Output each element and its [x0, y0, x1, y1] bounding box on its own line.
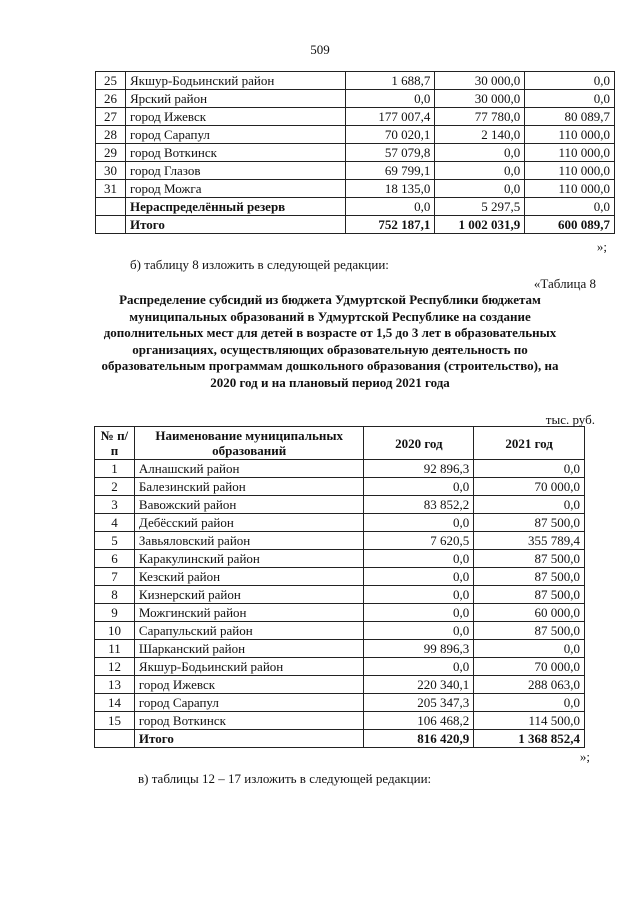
- row-value-2021: 70 000,0: [474, 658, 585, 676]
- row-value-2021: 87 500,0: [474, 550, 585, 568]
- row-number: 15: [95, 712, 135, 730]
- row-number: 11: [95, 640, 135, 658]
- row-value-2021: 0,0: [474, 460, 585, 478]
- row-value-2021: 0,0: [474, 496, 585, 514]
- table-row: [95, 550, 585, 568]
- total-row: [96, 216, 615, 234]
- table-row: [95, 460, 585, 478]
- row-number: 3: [95, 496, 135, 514]
- header-2020: 2020 год: [364, 427, 474, 460]
- total-label: Итого: [134, 730, 364, 748]
- row-name: Каракулинский район: [134, 550, 364, 568]
- row-name: Кезский район: [134, 568, 364, 586]
- table-8: [94, 426, 585, 748]
- table-row: [95, 676, 585, 694]
- table-8-label: «Таблица 8: [533, 276, 596, 291]
- row-name: Ярский район: [125, 90, 345, 108]
- row-value-2: 0,0: [435, 144, 525, 162]
- table-row: [96, 126, 615, 144]
- page-number: 509: [310, 42, 330, 57]
- row-value-1: 0,0: [345, 90, 435, 108]
- row-value-2: 30 000,0: [435, 72, 525, 90]
- row-value-2020: 92 896,3: [364, 460, 474, 478]
- reserve-row: [96, 198, 615, 216]
- table-row: [95, 712, 585, 730]
- row-value-2021: 114 500,0: [474, 712, 585, 730]
- row-number: 5: [95, 532, 135, 550]
- row-name: Якшур-Бодьинский район: [125, 72, 345, 90]
- row-value-1: 752 187,1: [345, 216, 435, 234]
- row-name: город Сарапул: [134, 694, 364, 712]
- units-label: тыс. руб.: [545, 412, 595, 427]
- row-value-1: 18 135,0: [345, 180, 435, 198]
- row-number: 12: [95, 658, 135, 676]
- closing-quote: »;: [596, 239, 607, 254]
- row-value-2021: 355 789,4: [474, 532, 585, 550]
- table-8-title: Распределение субсидий из бюджета Удмуртской Республики бюджетам муниципальных образований в Удмуртской Республике на создание дополнительных мест для детей в возрасте от 1,5 до 3 лет в образовательных организациях, осуществляющих образовательную деятельность по образовательным программам дошкольного образования (строительство), на 2020 год и на плановый период 2021 года: [101, 292, 559, 390]
- row-value-2021: 0,0: [474, 640, 585, 658]
- header-name: Наименование муниципальных образований: [134, 427, 364, 460]
- table-row: [95, 568, 585, 586]
- row-value-2021: 288 063,0: [474, 676, 585, 694]
- row-value-2020: 0,0: [364, 586, 474, 604]
- row-value-2020: 7 620,5: [364, 532, 474, 550]
- row-value-3: 0,0: [525, 198, 615, 216]
- row-name: Дебёсский район: [134, 514, 364, 532]
- row-number: 29: [96, 144, 126, 162]
- row-value-2021: 87 500,0: [474, 586, 585, 604]
- table-row: [95, 514, 585, 532]
- table-row: [95, 640, 585, 658]
- row-value-2: 77 780,0: [435, 108, 525, 126]
- row-name: город Воткинск: [125, 144, 345, 162]
- row-value-3: 600 089,7: [525, 216, 615, 234]
- table-row: [95, 532, 585, 550]
- table-row: [95, 478, 585, 496]
- row-name: Можгинский район: [134, 604, 364, 622]
- row-value-2020: 205 347,3: [364, 694, 474, 712]
- top-table: [95, 71, 615, 234]
- row-value-1: 177 007,4: [345, 108, 435, 126]
- row-value-3: 110 000,0: [525, 180, 615, 198]
- row-number: 27: [96, 108, 126, 126]
- table-row: [96, 72, 615, 90]
- row-number: 30: [96, 162, 126, 180]
- row-name: Итого: [125, 216, 345, 234]
- row-number: 1: [95, 460, 135, 478]
- row-number: 7: [95, 568, 135, 586]
- row-value-1: 1 688,7: [345, 72, 435, 90]
- row-value-2020: 0,0: [364, 568, 474, 586]
- row-value-2020: 0,0: [364, 622, 474, 640]
- row-value-2021: 87 500,0: [474, 514, 585, 532]
- row-name: Шарканский район: [134, 640, 364, 658]
- row-value-2: 0,0: [435, 162, 525, 180]
- row-value-2020: 0,0: [364, 478, 474, 496]
- table-row: [95, 604, 585, 622]
- instruction-c: в) таблицы 12 – 17 изложить в следующей редакции:: [138, 771, 432, 786]
- row-number: 31: [96, 180, 126, 198]
- row-name: Кизнерский район: [134, 586, 364, 604]
- row-value-2020: 220 340,1: [364, 676, 474, 694]
- closing-quote-2: »;: [579, 749, 590, 764]
- row-number: 8: [95, 586, 135, 604]
- table-row: [95, 658, 585, 676]
- empty-cell: [96, 216, 126, 234]
- table-row: [96, 108, 615, 126]
- row-name: Нераспределённый резерв: [125, 198, 345, 216]
- row-value-3: 110 000,0: [525, 162, 615, 180]
- row-value-2021: 87 500,0: [474, 568, 585, 586]
- row-name: город Сарапул: [125, 126, 345, 144]
- table-row: [95, 496, 585, 514]
- row-value-2021: 70 000,0: [474, 478, 585, 496]
- table-row: [96, 180, 615, 198]
- table-row: [95, 622, 585, 640]
- row-value-3: 80 089,7: [525, 108, 615, 126]
- row-value-2: 5 297,5: [435, 198, 525, 216]
- empty-cell: [96, 198, 126, 216]
- row-name: Алнашский район: [134, 460, 364, 478]
- row-name: город Глазов: [125, 162, 345, 180]
- table-8-header-row: [95, 427, 585, 460]
- row-name: город Ижевск: [134, 676, 364, 694]
- total-2020: 816 420,9: [364, 730, 474, 748]
- row-value-2021: 87 500,0: [474, 622, 585, 640]
- row-value-2020: 106 468,2: [364, 712, 474, 730]
- row-number: 9: [95, 604, 135, 622]
- row-value-2020: 0,0: [364, 514, 474, 532]
- row-value-1: 70 020,1: [345, 126, 435, 144]
- row-number: 6: [95, 550, 135, 568]
- row-value-2020: 0,0: [364, 550, 474, 568]
- row-value-2020: 83 852,2: [364, 496, 474, 514]
- table-row: [96, 144, 615, 162]
- row-value-1: 0,0: [345, 198, 435, 216]
- header-2021: 2021 год: [474, 427, 585, 460]
- row-value-3: 110 000,0: [525, 126, 615, 144]
- row-name: Завьяловский район: [134, 532, 364, 550]
- row-number: 28: [96, 126, 126, 144]
- row-name: город Воткинск: [134, 712, 364, 730]
- row-name: Якшур-Бодьинский район: [134, 658, 364, 676]
- row-value-2020: 0,0: [364, 658, 474, 676]
- row-name: Сарапульский район: [134, 622, 364, 640]
- empty-cell: [95, 730, 135, 748]
- row-value-2: 1 002 031,9: [435, 216, 525, 234]
- instruction-b: б) таблицу 8 изложить в следующей редакции:: [130, 257, 389, 272]
- row-value-1: 69 799,1: [345, 162, 435, 180]
- row-value-1: 57 079,8: [345, 144, 435, 162]
- row-value-2021: 0,0: [474, 694, 585, 712]
- total-row: [95, 730, 585, 748]
- row-name: Балезинский район: [134, 478, 364, 496]
- row-number: 10: [95, 622, 135, 640]
- row-value-2020: 99 896,3: [364, 640, 474, 658]
- row-value-2020: 0,0: [364, 604, 474, 622]
- row-value-2: 2 140,0: [435, 126, 525, 144]
- row-number: 4: [95, 514, 135, 532]
- table-row: [96, 162, 615, 180]
- row-value-2: 30 000,0: [435, 90, 525, 108]
- total-2021: 1 368 852,4: [474, 730, 585, 748]
- row-value-2021: 60 000,0: [474, 604, 585, 622]
- row-number: 2: [95, 478, 135, 496]
- row-number: 13: [95, 676, 135, 694]
- header-num: № п/п: [95, 427, 135, 460]
- row-name: город Можга: [125, 180, 345, 198]
- row-value-2: 0,0: [435, 180, 525, 198]
- row-name: Вавожский район: [134, 496, 364, 514]
- row-number: 26: [96, 90, 126, 108]
- table-row: [95, 694, 585, 712]
- row-number: 25: [96, 72, 126, 90]
- row-value-3: 0,0: [525, 90, 615, 108]
- row-value-3: 110 000,0: [525, 144, 615, 162]
- row-value-3: 0,0: [525, 72, 615, 90]
- row-number: 14: [95, 694, 135, 712]
- table-row: [96, 90, 615, 108]
- row-name: город Ижевск: [125, 108, 345, 126]
- table-row: [95, 586, 585, 604]
